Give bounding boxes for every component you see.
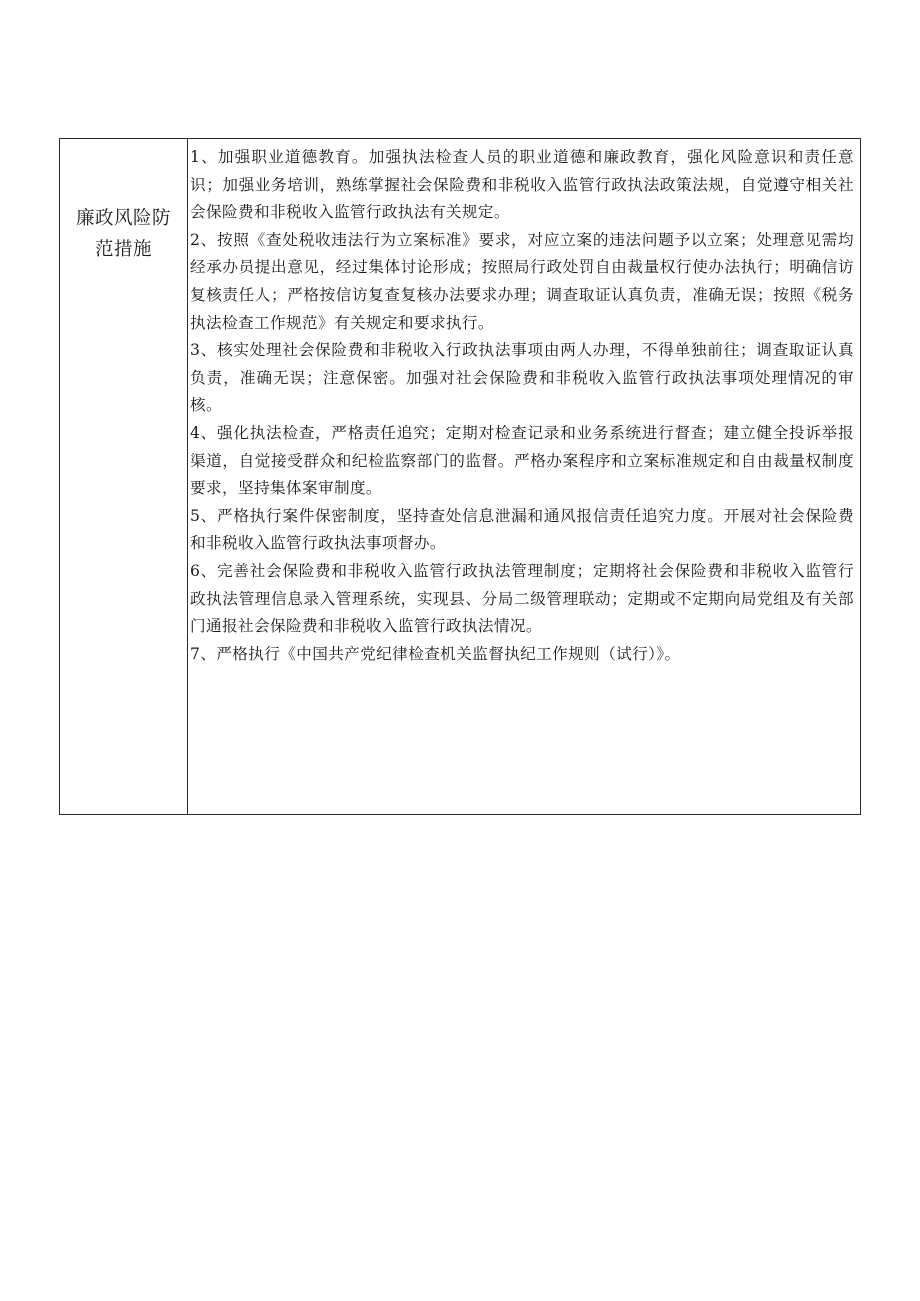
measures-content-cell	[188, 139, 860, 814]
measure-item-6: 6、完善社会保险费和非税收入监管行政执法管理制度；定期将社会保险费和非税收入监管行政执法管理信息录入管理系统，实现县、分局二级管理联动；定期或不定期向局党组及有关部门通报社会保险费和非税收入监管行政执法情况。	[190, 561, 854, 636]
row-label-line-2: 范措施	[94, 239, 152, 260]
row-label-cell	[60, 139, 188, 814]
measure-item-4: 4、强化执法检查，严格责任追究；定期对检查记录和业务系统进行督查；建立健全投诉举报渠道，自觉接受群众和纪检监察部门的监督。严格办案程序和立案标准规定和自由裁量权制度要求，坚持集体案审制度。	[190, 423, 854, 498]
measure-item-5: 5、严格执行案件保密制度，坚持查处信息泄漏和通风报信责任追究力度。开展对社会保险费和非税收入监管行政执法事项督办。	[190, 506, 854, 553]
measure-item-1: 1、加强职业道德教育。加强执法检查人员的职业道德和廉政教育，强化风险意识和责任意识；加强业务培训，熟练掌握社会保险费和非税收入监管行政执法政策法规，自觉遵守相关社会保险费和非税收入监管行政执法有关规定。	[190, 148, 854, 222]
measure-item-2: 2、按照《查处税收违法行为立案标准》要求，对应立案的违法问题予以立案；处理意见需均经承办员提出意见，经过集体讨论形成；按照局行政处罚自由裁量权行使办法执行；明确信访复核责任人；严格按信访复查复核办法要求办理；调查取证认真负责，准确无误；按照《税务执法检查工作规范》有关规定和要求执行。	[190, 230, 854, 332]
measure-item-7: 7、严格执行《中国共产党纪律检查机关监督执纪工作规则（试行）》。	[190, 644, 681, 663]
measures-table	[59, 138, 861, 815]
measure-item-3: 3、核实处理社会保险费和非税收入行政执法事项由两人办理，不得单独前往；调查取证认真负责，准确无误；注意保密。加强对社会保险费和非税收入监管行政执法事项处理情况的审核。	[190, 341, 854, 415]
row-label-line-1: 廉政风险防	[75, 208, 171, 229]
